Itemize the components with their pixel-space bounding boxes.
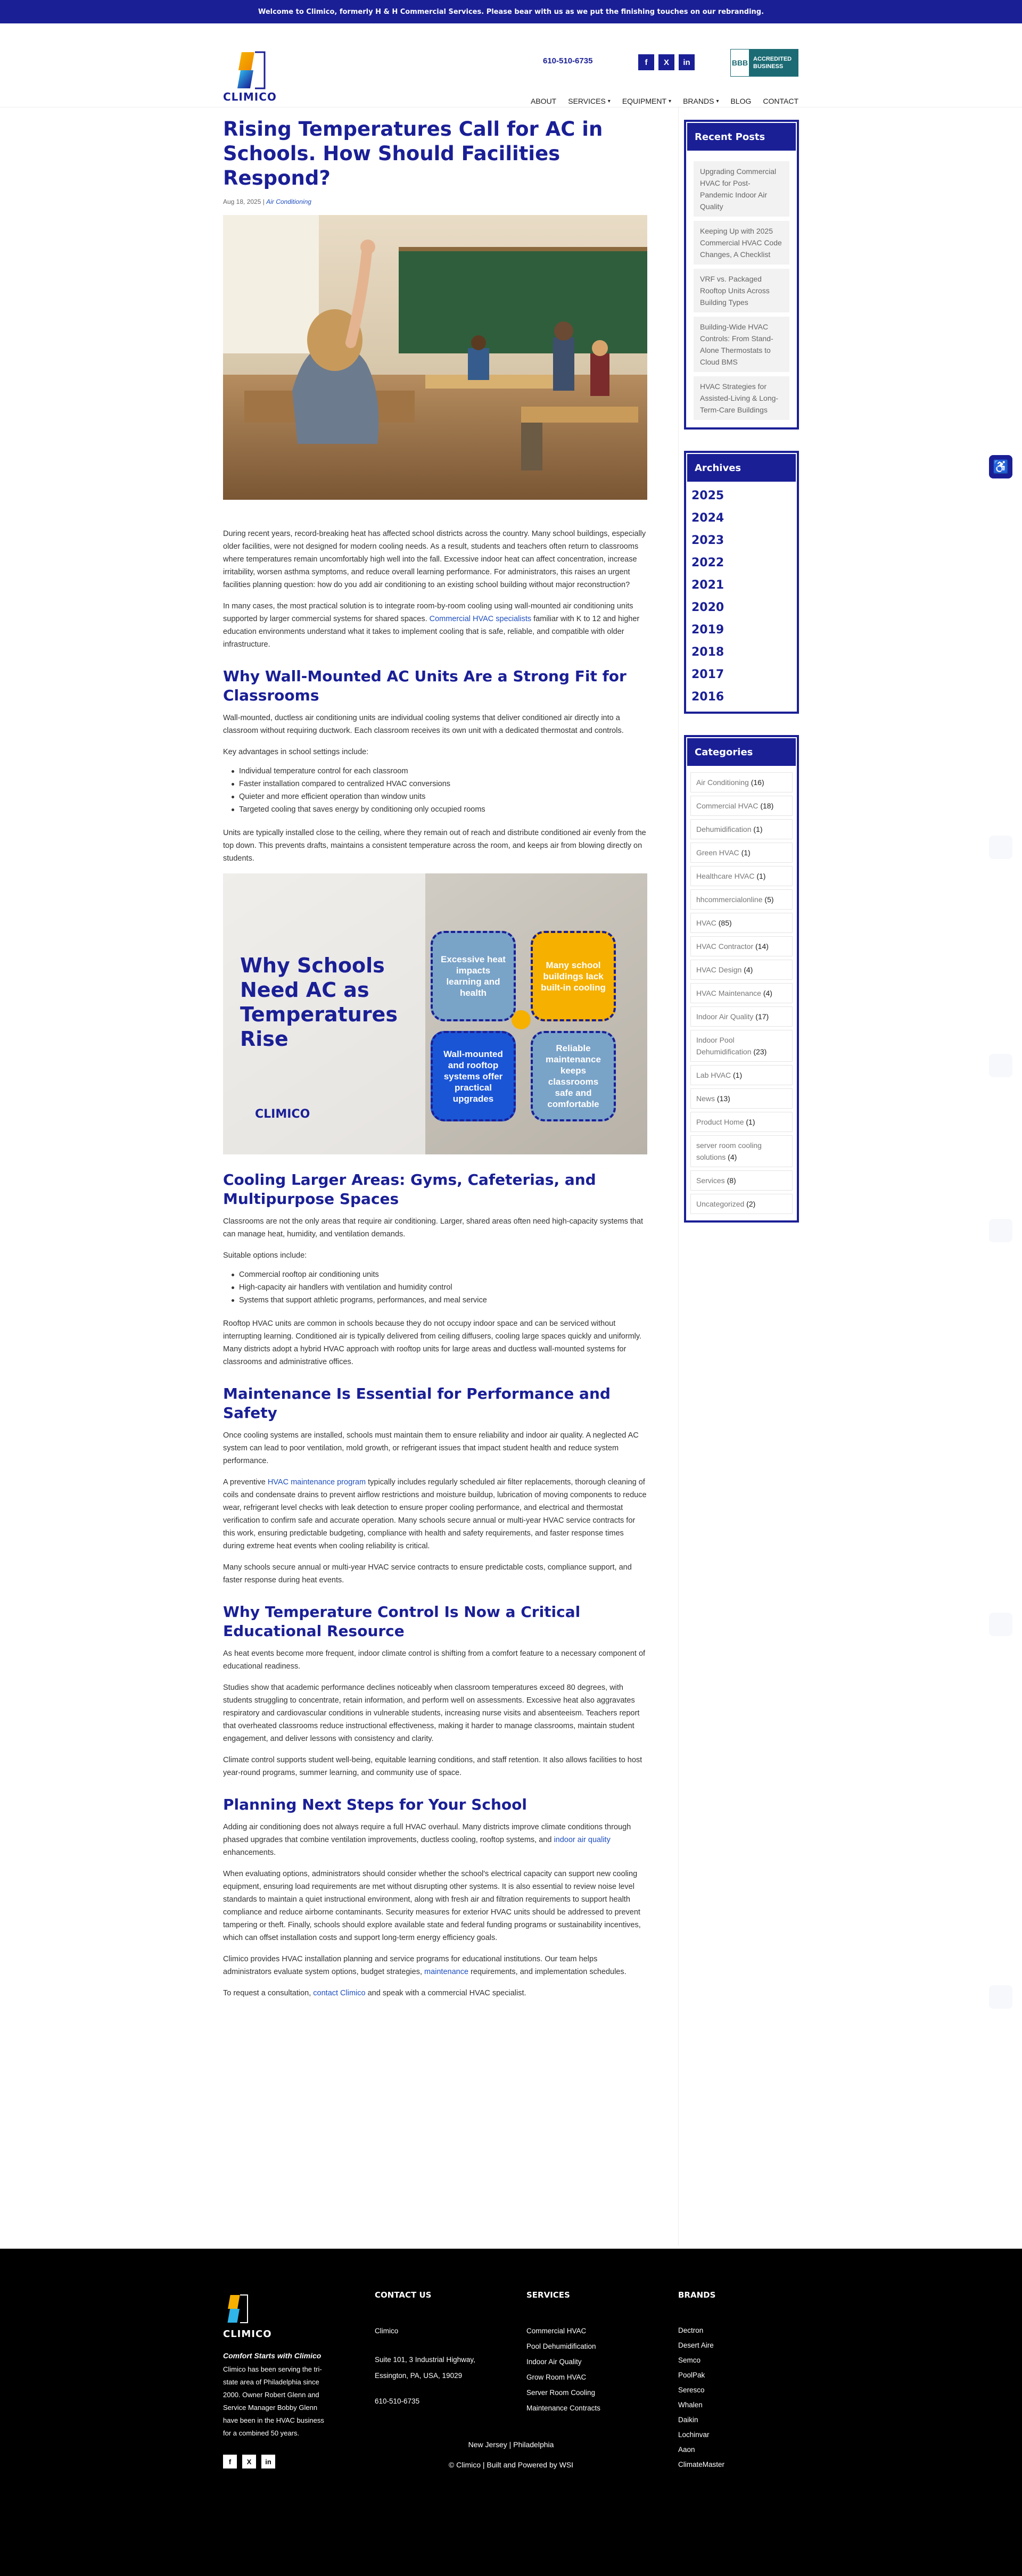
- article: [223, 117, 647, 2008]
- bbb-label: ACCREDITED BUSINESS: [749, 49, 798, 76]
- category-name: Product Home: [696, 1118, 744, 1126]
- list-item: Faster installation compared to centralized HVAC conversions: [232, 778, 647, 790]
- linkedin-icon[interactable]: in: [261, 2455, 275, 2468]
- category-count: (1): [741, 848, 751, 857]
- recent-posts-widget: [684, 120, 799, 430]
- paragraph: Key advantages in school settings include:: [223, 748, 369, 756]
- category-count: (85): [718, 919, 732, 927]
- footer-address: Suite 101, 3 Industrial Highway, Essington, PA, USA, 19029: [375, 2356, 475, 2380]
- widget-title: Recent Posts: [686, 122, 797, 152]
- paragraph: Studies show that academic performance declines noticeably when classroom temperatures exceed 80 degrees, with students struggling to concentrate, retain information, and perform well on assessments. Excessive heat also aggravates respiratory and cardiovascular conditions in vulnerable students, increasing nurse visits and absenteeism. Teachers report that overheated classrooms reduce instructional effectiveness, making it harder to manage classrooms, maintain student engagement, and deliver lessons with consistency and clarity.: [223, 1683, 640, 1743]
- archive-year-link[interactable]: 2021: [691, 579, 724, 592]
- category-count: (16): [751, 778, 764, 787]
- category-link[interactable]: [690, 1006, 793, 1027]
- paragraph: Rooftop HVAC units are common in schools because they do not occupy indoor space and can be serviced without interrupting learning. Conditioned air is typically delivered from ceiling diffusers, cooling large spaces quickly and uniformly. Many districts adopt a hybrid HVAC approach with rooftop units for large areas and ductless wall-mounted systems for classrooms and administrative offices.: [223, 1319, 642, 1366]
- category-name: Air Conditioning: [696, 778, 749, 787]
- nav-blog[interactable]: BLOG: [730, 97, 752, 105]
- footer-link[interactable]: Whalen: [678, 2401, 703, 2409]
- site-header: [0, 23, 1022, 108]
- footer-contact: [375, 2290, 497, 2409]
- category-link[interactable]: [690, 1065, 793, 1085]
- footer-about-text: Climico has been serving the tri-state area of Philadelphia since 2000. Owner Robert Glenn and Service Manager Bobby Glenn have been in the HVAC business for a combined 50 years.: [223, 2365, 324, 2437]
- list-item: Commercial rooftop air conditioning units: [232, 1268, 647, 1281]
- categories-widget: [684, 735, 799, 1223]
- archive-year-link[interactable]: 2016: [691, 690, 724, 704]
- header-phone[interactable]: 610-510-6735: [543, 56, 593, 65]
- recent-post-link[interactable]: HVAC Strategies for Assisted-Living & Long-Term-Care Buildings: [694, 376, 789, 420]
- x-twitter-icon[interactable]: X: [242, 2455, 256, 2468]
- bullet-list: [232, 1268, 647, 1307]
- x-twitter-icon[interactable]: X: [658, 54, 674, 70]
- post-category-link[interactable]: Air Conditioning: [266, 198, 311, 205]
- archive-year-link[interactable]: 2022: [691, 556, 724, 569]
- infographic-card: Many school buildings lack built-in cooling: [531, 931, 616, 1021]
- category-count: (14): [755, 942, 769, 951]
- paragraph: Once cooling systems are installed, schools must maintain them to ensure reliability and indoor air quality. A neglected AC system can lead to poor ventilation, mold growth, or refrigerant issues that impact student health and reduce system performance.: [223, 1431, 639, 1465]
- footer-heading: SERVICES: [526, 2290, 570, 2300]
- category-name: hhcommercialonline: [696, 895, 763, 904]
- chevron-down-icon: ▾: [669, 98, 672, 104]
- category-link[interactable]: [690, 983, 793, 1003]
- facebook-icon[interactable]: f: [638, 54, 654, 70]
- category-link[interactable]: [690, 1088, 793, 1109]
- section-heading: Why Temperature Control Is Now a Critical Educational Resource: [223, 1603, 581, 1640]
- nav-about[interactable]: ABOUT: [531, 97, 557, 105]
- article-body: [223, 527, 647, 2000]
- category-count: (23): [753, 1047, 767, 1056]
- announcement-bar: [0, 0, 1022, 23]
- list-item: Targeted cooling that saves energy by conditioning only occupied rooms: [232, 803, 647, 816]
- archive-year-link[interactable]: 2017: [691, 668, 724, 681]
- paragraph: In many cases, the most practical solution is to integrate room-by-room cooling using wall-mounted air conditioning units supported by larger commercial systems for shared spaces. Commercial HVAC specialists familiar with K to 12 and higher education environments understand what it takes to implement cooling that is safe, reliable, and compatible with older infrastructure.: [223, 602, 640, 649]
- paragraph: Climico provides HVAC installation planning and service programs for educational institutions. Our team helps administrators evaluate system options, budget strategies, maintenance requirements, and implementation schedules.: [223, 1955, 627, 1976]
- accessibility-icon[interactable]: ♿: [989, 455, 1012, 478]
- footer-phone[interactable]: 610-510-6735: [375, 2397, 420, 2405]
- category-name: HVAC: [696, 919, 716, 927]
- category-link[interactable]: [690, 772, 793, 792]
- recent-post-link[interactable]: Building-Wide HVAC Controls: From Stand-Alone Thermostats to Cloud BMS: [694, 317, 789, 372]
- announcement-text: Welcome to Climico, formerly H & H Commercial Services. Please bear with us as we put the finishing touches on our rebranding.: [258, 7, 764, 16]
- category-name: Dehumidification: [696, 825, 752, 833]
- category-name: Green HVAC: [696, 848, 739, 857]
- floating-widget-button[interactable]: [989, 836, 1012, 859]
- footer-heading: BRANDS: [678, 2290, 716, 2300]
- archive-year-link[interactable]: 2019: [691, 623, 724, 637]
- bbb-badge[interactable]: [730, 49, 798, 77]
- category-count: (17): [755, 1012, 769, 1021]
- chevron-down-icon: ▾: [716, 98, 719, 104]
- site-footer: [0, 2249, 1022, 2576]
- maintenance-link[interactable]: maintenance: [424, 1968, 469, 1976]
- footer-logo-wordmark: CLIMICO: [223, 2329, 272, 2340]
- list-item: Individual temperature control for each classroom: [232, 765, 647, 778]
- footer-company: Climico: [375, 2327, 399, 2335]
- paragraph: Classrooms are not the only areas that require air conditioning. Larger, shared areas often need high-capacity systems that can manage heat, humidity, and ventilation demands.: [223, 1217, 644, 1239]
- paragraph: A preventive HVAC maintenance program typically includes regularly scheduled air filter replacements, thorough cleaning of coils and condensate drains to prevent airflow restrictions and moisture buildup, lubrication of moving components to reduce wear, refrigerant level checks with leak detection to ensure proper cooling performance, and electrical and thermostat verification to confirm safe and accurate operation. Many schools secure annual or multi-year HVAC service contracts for this work, ensuring predictable budgeting, compliance with health and safety requirements, and faster response times during extreme heat events when cooling reliability is critical.: [223, 1478, 647, 1550]
- footer-regions[interactable]: New Jersey | Philadelphia: [468, 2440, 554, 2449]
- main-nav: [531, 97, 798, 105]
- category-name: News: [696, 1094, 715, 1103]
- category-name: HVAC Design: [696, 965, 742, 974]
- paragraph: Adding air conditioning does not always require a full HVAC overhaul. Many districts improve climate conditions through phased upgrades that combine ventilation improvements, ductless cooling, rooftop systems, and indoor air quality enhancements.: [223, 1823, 631, 1857]
- category-count: (4): [763, 989, 772, 997]
- category-name: HVAC Contractor: [696, 942, 754, 951]
- bbb-mark: BBB: [731, 49, 749, 76]
- floating-widget-button[interactable]: [989, 1219, 1012, 1242]
- page-title: Rising Temperatures Call for AC in Schools. How Should Facilities Respond?: [223, 118, 603, 189]
- category-name: Uncategorized: [696, 1200, 745, 1208]
- paragraph: During recent years, record-breaking heat has affected school districts across the country. Many school buildings, especially older facilities, were not designed for modern cooling needs. As a result, students and teachers often return to classrooms where temperatures remain uncomfortably high well into the fall. Excessive indoor heat can affect concentration, increase irritability, worsen asthma symptoms, and reduce overall learning performance. For administrators, this raises an urgent facilities planning question: how do you add air conditioning to an existing school building without major reconstruction?: [223, 530, 646, 589]
- nav-contact[interactable]: CONTACT: [763, 97, 798, 105]
- footer-link[interactable]: Semco: [678, 2356, 701, 2364]
- footer-link[interactable]: Commercial HVAC: [526, 2327, 587, 2335]
- chevron-down-icon: ▾: [607, 98, 611, 104]
- category-link[interactable]: [690, 866, 793, 886]
- footer-link[interactable]: Maintenance Contracts: [526, 2404, 600, 2412]
- category-link[interactable]: [690, 819, 793, 839]
- category-link[interactable]: [690, 843, 793, 863]
- category-count: (18): [760, 802, 774, 810]
- category-link[interactable]: [690, 1112, 793, 1132]
- recent-post-link[interactable]: VRF vs. Packaged Rooftop Units Across Building Types: [694, 269, 789, 312]
- commercial-hvac-link[interactable]: Commercial HVAC specialists: [429, 615, 532, 623]
- linkedin-icon[interactable]: in: [679, 54, 695, 70]
- section-heading: Why Wall-Mounted AC Units Are a Strong Fit for Classrooms: [223, 667, 627, 704]
- indoor-air-quality-link[interactable]: indoor air quality: [554, 1836, 611, 1844]
- archive-year-link[interactable]: 2024: [691, 511, 724, 525]
- infographic-image: [223, 873, 647, 1154]
- category-count: (2): [746, 1200, 756, 1208]
- category-link[interactable]: [690, 1170, 793, 1191]
- category-count: (1): [733, 1071, 743, 1079]
- archives-widget: [684, 451, 799, 714]
- footer-link[interactable]: Aaon: [678, 2446, 695, 2454]
- footer-link[interactable]: Indoor Air Quality: [526, 2358, 582, 2366]
- nav-equipment[interactable]: EQUIPMENT ▾: [622, 97, 672, 105]
- footer-link[interactable]: Server Room Cooling: [526, 2389, 596, 2397]
- list-item: High-capacity air handlers with ventilation and humidity control: [232, 1281, 647, 1294]
- infographic-card: Excessive heat impacts learning and health: [431, 931, 516, 1021]
- footer-link[interactable]: PoolPak: [678, 2371, 705, 2379]
- footer-link[interactable]: Desert Aire: [678, 2341, 714, 2349]
- archive-year-link[interactable]: 2018: [691, 646, 724, 659]
- category-name: Indoor Air Quality: [696, 1012, 754, 1021]
- category-name: Indoor Pool Dehumidification: [696, 1036, 752, 1056]
- climico-logo-icon[interactable]: [223, 2294, 255, 2325]
- category-count: (1): [746, 1118, 755, 1126]
- archive-year-link[interactable]: 2025: [691, 489, 724, 502]
- paragraph: Climate control supports student well-being, equitable learning conditions, and staff retention. It also allows facilities to host year-round programs, summer learning, and community use of space.: [223, 1756, 642, 1777]
- footer-link[interactable]: Daikin: [678, 2416, 698, 2424]
- paragraph: Units are typically installed close to the ceiling, where they remain out of reach and distribute conditioned air evenly from the top down. This prevents drafts, maintains a consistent temperature across the room, and keeps air from blowing directly on students.: [223, 829, 646, 863]
- category-name: Healthcare HVAC: [696, 872, 755, 880]
- paragraph: When evaluating options, administrators should consider whether the school's electrical capacity can support new cooling equipment, ensuring load requirements are met without disrupting other systems. It is also essential to review noise level standards to maintain a quiet instructional environment, along with fresh air and filtration requirements to support health compliance and reduce airborne contaminants. Security measures for exterior HVAC units should be addressed to prevent tampering or theft. Finally, schools should explore available state and federal funding programs or sustainability incentives, which can offset installation costs and support long-term energy efficiency goals.: [223, 1870, 641, 1942]
- nav-brands[interactable]: BRANDS ▾: [683, 97, 719, 105]
- section-heading: Maintenance Is Essential for Performance and Safety: [223, 1385, 611, 1422]
- footer-link[interactable]: ClimateMaster: [678, 2461, 725, 2468]
- category-name: HVAC Maintenance: [696, 989, 761, 997]
- category-link[interactable]: [690, 960, 793, 980]
- archive-year-link[interactable]: 2023: [691, 534, 724, 547]
- infographic-card: Reliable maintenance keeps classrooms safe and comfortable: [531, 1031, 616, 1121]
- footer-services: [526, 2290, 644, 2416]
- footer-link[interactable]: Dectron: [678, 2326, 704, 2334]
- category-name: Services: [696, 1176, 725, 1185]
- category-link[interactable]: [690, 796, 793, 816]
- category-link[interactable]: [690, 889, 793, 910]
- footer-tagline: Comfort Starts with Climico: [223, 2351, 322, 2360]
- footer-link[interactable]: Grow Room HVAC: [526, 2373, 587, 2381]
- category-count: (5): [764, 895, 774, 904]
- infographic-logo: CLIMICO: [255, 1108, 310, 1121]
- paragraph: To request a consultation, contact Climico and speak with a commercial HVAC specialist.: [223, 1989, 526, 1997]
- post-date: Aug 18, 2025: [223, 198, 261, 205]
- category-link[interactable]: [690, 936, 793, 956]
- category-count: (8): [727, 1176, 736, 1185]
- footer-link[interactable]: Seresco: [678, 2386, 705, 2394]
- nav-services[interactable]: SERVICES ▾: [568, 97, 611, 105]
- category-link[interactable]: [690, 913, 793, 933]
- infographic-card: Wall-mounted and rooftop systems offer practical upgrades: [431, 1031, 516, 1121]
- footer-link[interactable]: Pool Dehumidification: [526, 2342, 596, 2350]
- post-meta: Aug 18, 2025 | Air Conditioning: [223, 198, 311, 205]
- category-count: (13): [716, 1094, 730, 1103]
- category-name: server room cooling solutions: [696, 1141, 762, 1161]
- infographic-headline: Why Schools Need AC as Temperatures Rise: [240, 954, 398, 1051]
- category-count: (1): [756, 872, 766, 880]
- hero-image: [223, 215, 647, 500]
- paragraph: Wall-mounted, ductless air conditioning units are individual cooling systems that deliver conditioned air directly into a classroom without requiring ductwork. Each classroom receives its own unit with a dedicated thermostat and controls.: [223, 714, 624, 735]
- column-divider: [678, 106, 679, 2246]
- section-heading: Cooling Larger Areas: Gyms, Cafeterias, and Multipurpose Spaces: [223, 1171, 596, 1208]
- section-heading: Planning Next Steps for Your School: [223, 1796, 527, 1813]
- category-link[interactable]: [690, 1194, 793, 1214]
- list-item: Systems that support athletic programs, performances, and meal service: [232, 1294, 647, 1307]
- paragraph: Suitable options include:: [223, 1251, 307, 1260]
- sidebar: [684, 120, 799, 1223]
- archive-year-link[interactable]: 2020: [691, 601, 724, 614]
- bullet-list: [232, 765, 647, 816]
- contact-climico-link[interactable]: contact Climico: [313, 1989, 366, 1997]
- climico-logo-icon[interactable]: [223, 49, 284, 92]
- footer-link[interactable]: Lochinvar: [678, 2431, 710, 2439]
- logo-wordmark: CLIMICO: [223, 90, 277, 103]
- footer-heading: CONTACT US: [375, 2290, 432, 2300]
- floating-widget-button[interactable]: [989, 1054, 1012, 1077]
- paragraph: Many schools secure annual or multi-year HVAC service contracts to ensure predictable costs, compliance support, and faster response during heat events.: [223, 1563, 632, 1584]
- category-count: (4): [744, 965, 753, 974]
- category-link[interactable]: [690, 1135, 793, 1167]
- footer-copyright: © Climico | Built and Powered by WSI: [448, 2461, 574, 2469]
- widget-title: Archives: [686, 453, 797, 483]
- recent-post-link[interactable]: Keeping Up with 2025 Commercial HVAC Code Changes, A Checklist: [694, 221, 789, 265]
- list-item: Quieter and more efficient operation than window units: [232, 790, 647, 803]
- paragraph: As heat events become more frequent, indoor climate control is shifting from a comfort feature to a necessary component of educational readiness.: [223, 1649, 646, 1671]
- hvac-maintenance-link[interactable]: HVAC maintenance program: [267, 1478, 366, 1487]
- category-name: Commercial HVAC: [696, 802, 759, 810]
- recent-post-link[interactable]: Upgrading Commercial HVAC for Post-Pandemic Indoor Air Quality: [694, 161, 789, 217]
- category-name: Lab HVAC: [696, 1071, 731, 1079]
- category-count: (1): [753, 825, 763, 833]
- floating-widget-button[interactable]: [989, 1613, 1012, 1636]
- category-count: (4): [728, 1153, 737, 1161]
- facebook-icon[interactable]: f: [223, 2455, 237, 2468]
- floating-widget-button[interactable]: [989, 1985, 1012, 2009]
- widget-title: Categories: [686, 737, 797, 767]
- category-link[interactable]: [690, 1030, 793, 1062]
